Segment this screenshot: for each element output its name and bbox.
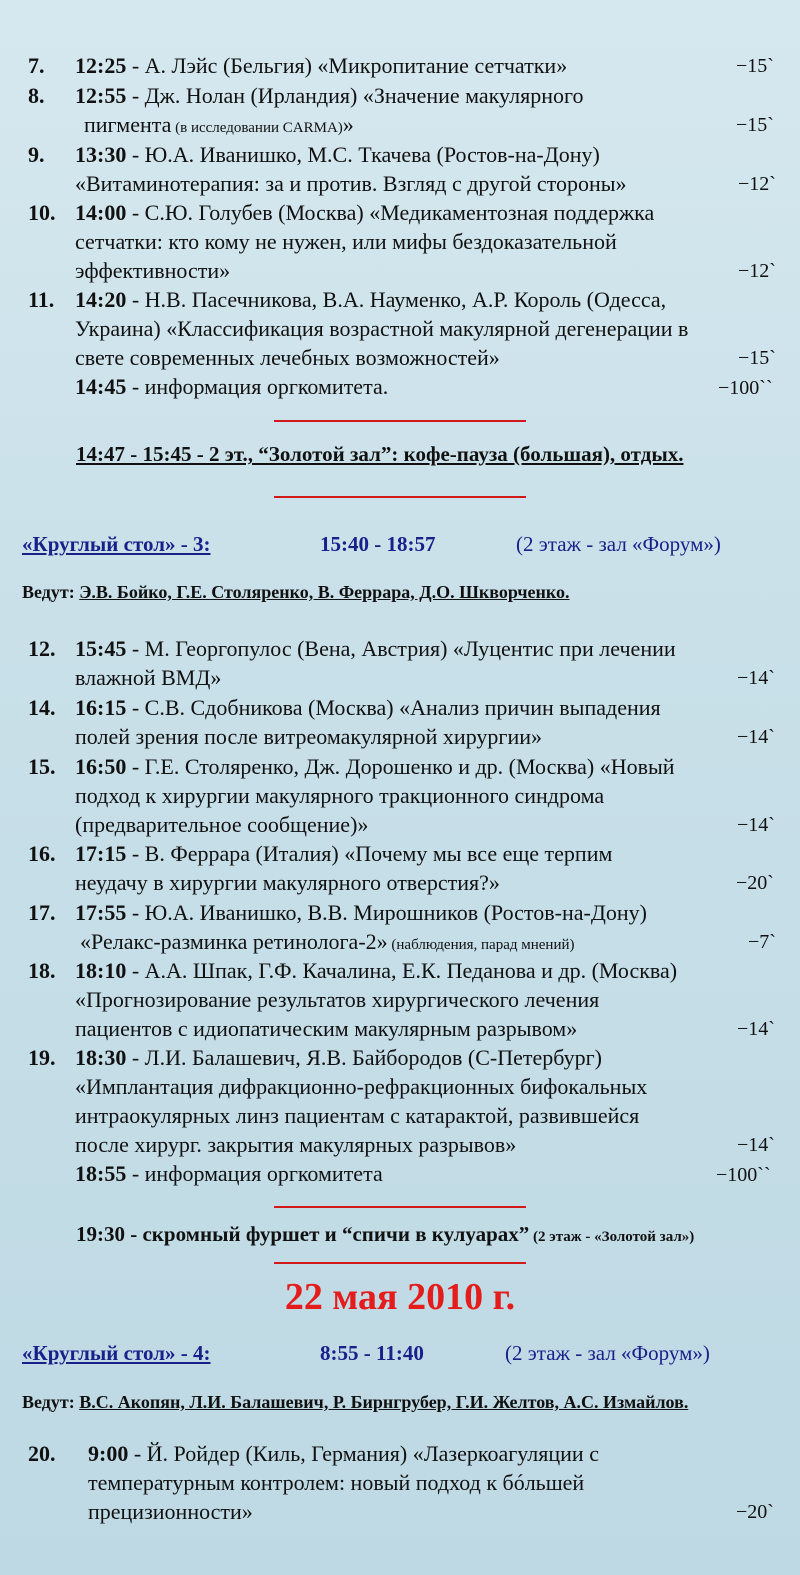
divider <box>274 420 526 422</box>
list-item <box>75 635 676 663</box>
list-item <box>75 199 654 227</box>
item-number: 18. <box>28 958 56 983</box>
item-text-line: сетчатки: кто кому не нужен, или мифы бездоказательной <box>75 229 617 254</box>
item-duration: −14` <box>737 1134 775 1156</box>
item-text-line <box>84 111 354 142</box>
item-time: 12:55 <box>75 83 127 108</box>
item-text: - Ю.А. Иванишко, М.С. Ткачева (Ростов-на-Дону) <box>126 142 600 167</box>
item-text: - С.В. Сдобникова (Москва) «Анализ причин выпадения <box>126 695 661 720</box>
list-item <box>75 840 612 868</box>
item-duration: −14` <box>737 667 775 689</box>
item-duration: −14` <box>737 814 775 836</box>
buffet-text: 19:30 - скромный фуршет и “спичи в кулуарах” <box>76 1222 530 1246</box>
item-number: 10. <box>28 200 56 225</box>
date-heading: 22 мая 2010 г. <box>284 1276 516 1318</box>
item-number: 12. <box>28 636 56 661</box>
info-text: - информация оргкомитета <box>126 1161 383 1186</box>
round-table-place: (2 этаж - зал «Форум») <box>505 1341 710 1365</box>
item-time: 12:25 <box>75 53 127 78</box>
list-item <box>75 694 661 722</box>
item-number: 17. <box>28 900 56 925</box>
item-duration: −15` <box>736 114 774 136</box>
item-time: 13:30 <box>75 142 127 167</box>
item-number: 14. <box>28 695 56 720</box>
item-text: - А.А. Шпак, Г.Ф. Качалина, Е.К. Педанова и др. (Москва) <box>126 958 678 983</box>
info-line <box>75 373 388 401</box>
buffet-note: (2 этаж - «Золотой зал») <box>529 1229 695 1245</box>
item-duration: −15` <box>736 55 774 77</box>
item-duration: −20` <box>736 872 774 894</box>
item-text-line: влажной ВМД» <box>75 665 222 690</box>
item-note: (в исследовании CARMA) <box>171 120 343 136</box>
hosts <box>22 578 570 606</box>
item-text-part: » <box>342 112 354 137</box>
round-table-place: (2 этаж - зал «Форум») <box>516 532 721 556</box>
divider <box>274 1206 526 1208</box>
item-text: - Ю.А. Иванишко, В.В. Мирошников (Ростов-на-Дону) <box>126 900 647 925</box>
item-number: 8. <box>28 83 45 108</box>
item-duration: −100`` <box>716 1164 771 1186</box>
item-number: 15. <box>28 754 56 779</box>
item-text-line: после хирург. закрытия макулярных разрывов» <box>75 1132 517 1157</box>
item-text: - В. Феррара (Италия) «Почему мы все еще терпим <box>126 841 613 866</box>
item-text-line: «Прогнозирование результатов хирургического лечения <box>75 987 600 1012</box>
item-time: 17:15 <box>75 841 127 866</box>
item-duration: −20` <box>736 1501 774 1523</box>
item-text-line: интраокулярных линз пациентам с катарактой, развившейся <box>75 1103 640 1128</box>
round-table-time: 15:40 - 18:57 <box>320 532 436 556</box>
item-text-line: (предварительное сообщение)» <box>75 812 369 837</box>
hosts-names: Э.В. Бойко, Г.Е. Столяренко, В. Феррара, Д.О. Шкворченко. <box>79 582 570 602</box>
item-time: 15:45 <box>75 636 127 661</box>
info-text: - информация оргкомитета. <box>126 374 389 399</box>
item-number: 7. <box>28 53 45 78</box>
item-text: - Н.В. Пасечникова, В.А. Науменко, А.Р. Король (Одесса, <box>126 287 667 312</box>
item-text: - С.Ю. Голубев (Москва) «Медикаментозная поддержка <box>126 200 655 225</box>
item-duration: −100`` <box>718 377 773 399</box>
round-table-time: 8:55 - 11:40 <box>320 1341 424 1365</box>
item-text-part: пигмента <box>84 112 172 137</box>
item-duration: −14` <box>737 726 775 748</box>
item-text-line: температурным контролем: новый подход к бóльшей <box>88 1470 585 1495</box>
item-text: - А. Лэйс (Бельгия) «Микропитание сетчатки» <box>126 53 568 78</box>
round-table-label: «Круглый стол» - 3: <box>22 532 211 556</box>
item-time: 16:15 <box>75 695 127 720</box>
divider <box>274 1262 526 1264</box>
item-text-line: «Витаминотерапия: за и против. Взгляд с другой стороны» <box>75 171 627 196</box>
item-number: 16. <box>28 841 56 866</box>
item-duration: −14` <box>737 1018 775 1040</box>
item-text-line: прецизионности» <box>88 1499 253 1524</box>
list-item <box>75 82 583 110</box>
item-number: 11. <box>28 287 55 312</box>
coffee-break: 14:47 - 15:45 - 2 эт., “Золотой зал”: кофе-пауза (большая), отдых. <box>76 442 684 466</box>
item-number: 19. <box>28 1045 56 1070</box>
list-item <box>88 1440 599 1468</box>
item-duration: −7` <box>748 931 776 953</box>
item-text-line: эффективности» <box>75 258 231 283</box>
item-note: (наблюдения, парад мнений) <box>387 937 575 953</box>
hosts <box>22 1388 688 1416</box>
round-table-label: «Круглый стол» - 4: <box>22 1341 211 1365</box>
item-text-line: неудачу в хирургии макулярного отверстия?» <box>75 870 500 895</box>
info-line <box>75 1160 383 1188</box>
info-time: 14:45 <box>75 374 127 399</box>
divider <box>274 496 526 498</box>
item-text-line: пациентов с идиопатическим макулярным разрывом» <box>75 1016 578 1041</box>
hosts-label: Ведут: <box>22 1392 75 1412</box>
item-text-line: Украина) «Классификация возрастной макулярной дегенерации в <box>75 316 689 341</box>
item-text: - Г.Е. Столяренко, Дж. Дорошенко и др. (Москва) «Новый <box>126 754 675 779</box>
item-text-line: полей зрения после витреомакулярной хирургии» <box>75 724 542 749</box>
item-number: 9. <box>28 142 45 167</box>
item-text-line <box>80 928 575 959</box>
item-time: 17:55 <box>75 900 127 925</box>
item-text-line: свете современных лечебных возможностей» <box>75 345 500 370</box>
item-time: 16:50 <box>75 754 127 779</box>
item-text: - Л.И. Балашевич, Я.В. Байбородов (С-Петербург) <box>126 1045 602 1070</box>
item-time: 18:10 <box>75 958 127 983</box>
item-duration: −15` <box>738 347 776 369</box>
item-text: - М. Георгопулос (Вена, Австрия) «Луцентис при лечении <box>126 636 676 661</box>
list-item <box>75 957 677 985</box>
item-time: 14:20 <box>75 287 127 312</box>
item-duration: −12` <box>738 173 776 195</box>
list-item <box>75 286 666 314</box>
item-time: 9:00 <box>88 1441 129 1466</box>
item-text: - Дж. Нолан (Ирландия) «Значение макулярного <box>126 83 584 108</box>
info-time: 18:55 <box>75 1161 127 1186</box>
list-item <box>75 753 675 781</box>
item-time: 14:00 <box>75 200 127 225</box>
item-text: - Й. Ройдер (Киль, Германия) «Лазеркоагуляции с <box>128 1441 599 1466</box>
hosts-label: Ведут: <box>22 582 75 602</box>
list-item <box>75 141 600 169</box>
buffet-line <box>76 1220 694 1251</box>
list-item <box>75 1044 602 1072</box>
item-text-part: «Релакс-разминка ретинолога-2» <box>80 929 388 954</box>
item-duration: −12` <box>738 260 776 282</box>
list-item <box>75 899 647 927</box>
list-item <box>75 52 567 80</box>
item-text-line: «Имплантация дифракционно-рефракционных бифокальных <box>75 1074 648 1099</box>
item-text-line: подход к хирургии макулярного тракционного синдрома <box>75 783 605 808</box>
hosts-names: В.С. Акопян, Л.И. Балашевич, Р. Бирнгрубер, Г.И. Желтов, А.С. Измайлов. <box>79 1392 689 1412</box>
item-time: 18:30 <box>75 1045 127 1070</box>
item-number: 20. <box>28 1441 56 1466</box>
